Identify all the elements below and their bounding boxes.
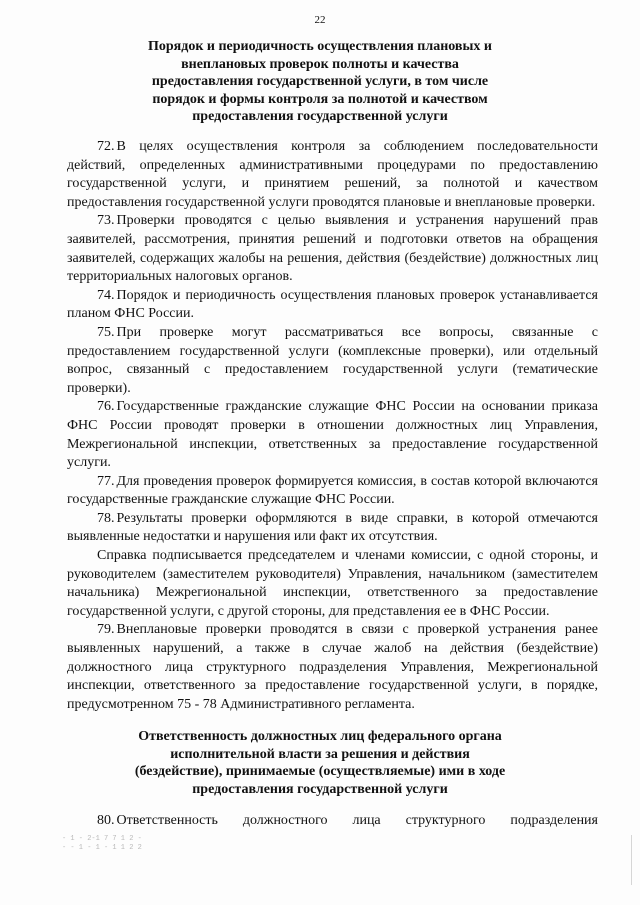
section-title-line: предоставления государственной услуги [192, 109, 448, 124]
paragraph-text: Справка подписывается председателем и членами комиссии, с одной стороны, и руководителем (заместителем руководителя) Управления, начальником (заместителем начальника) Межрегиональной инспекции, ответственного за предоставление государственной услуги, с другой стороны, для представления ее в ФНС России. [67, 548, 598, 619]
paragraph-number: 74. [97, 287, 115, 303]
paragraph-number: 75. [97, 324, 115, 340]
paragraph-72 [67, 138, 598, 212]
paragraph-number: 72. [97, 139, 115, 154]
paragraph-79 [67, 621, 598, 714]
paragraph-text: Государственные гражданские служащие ФНС России на основании приказа ФНС России проводят проверки в отношении должностных лиц Управления, Межрегиональной инспекции, ответственных за предоставление государственной услуги. [67, 399, 598, 471]
section-title-line: внеплановых проверок полноты и качества [181, 56, 459, 72]
paragraph-text: Результаты проверки оформляются в виде справки, в которой отмечаются выявленные недостатки и нарушения или факт их отсутствия. [67, 510, 598, 545]
section-title-line: Порядок и периодичность осуществления плановых и [148, 39, 492, 54]
paragraph-text: Порядок и периодичность осуществления плановых проверок устанавливается планом ФНС России. [67, 287, 598, 322]
paragraph-number: 79. [97, 622, 115, 638]
paragraph-text: При проверке могут рассматриваться все вопросы, связанные с предоставлением государственной услуги (комплексные проверки), или отдельный вопрос, связанный с предоставлением государственной услуги (тематические проверки). [67, 324, 598, 396]
paragraph-text: Проверки проводятся с целью выявления и устранения нарушений прав заявителей, рассмотрения, принятия решений и подготовки ответов на обращения заявителей, содержащих жалобы на решения, действия (бездействие) должностных лиц территориальных налоговых органов. [67, 213, 598, 285]
section-title-line: предоставления государственной услуги, в том числе [151, 74, 489, 89]
paragraph-74 [67, 287, 598, 324]
section-title-line: Ответственность должностных лиц федерального органа [138, 729, 502, 744]
page-number: 22 [314, 14, 326, 26]
section-title-responsibility [90, 728, 550, 798]
paragraph-number: 78. [97, 510, 115, 526]
paragraph-text: Внеплановые проверки проводятся в связи с проверкой устранения ранее выявленных нарушений, а также в случае жалоб на действия (бездействие) должностного лица структурного подразделения Управления, Межрегиональной инспекции, ответственного за предоставление государственной услуги, в порядке, предусмотренном 75 - 78 Административного регламента. [67, 622, 598, 712]
section-title-line: порядок и формы контроля за полнотой и качеством [152, 91, 488, 107]
paragraph-76 [67, 398, 598, 472]
registration-stamp [62, 835, 142, 853]
section-title-line: исполнительной власти за решения и действия [170, 746, 470, 762]
paragraph-75 [67, 324, 598, 398]
paragraph-text: Ответственность должностного лица структурного подразделения [116, 813, 598, 828]
scan-edge-mark [631, 835, 632, 885]
paragraph-number: 73. [97, 213, 115, 229]
paragraph-number: 80. [97, 813, 115, 828]
paragraph-number: 76. [97, 399, 115, 415]
paragraph-number: 77. [97, 473, 115, 489]
paragraph-77 [67, 473, 598, 510]
paragraph-73 [67, 212, 598, 286]
stamp-line: - 1 - 2-1 7 7 1 2 - [62, 835, 142, 843]
stamp-line: - - 1 - 1 - 1 1 2 2 [62, 844, 142, 852]
section-body-responsibility [67, 812, 598, 831]
paragraph-text: В целях осуществления контроля за соблюдением последовательности действий, определенных административными процедурами по предоставлению государственной услуги, и принятием решений, за полнотой и качеством предоставления государственной услуги проводятся плановые и внеплановые проверки. [67, 139, 598, 210]
paragraph-78 [67, 510, 598, 547]
paragraph-78-continued [67, 547, 598, 621]
paragraph-80 [67, 812, 598, 831]
section-title-inspections [90, 38, 550, 126]
section-title-line: (бездействие), принимаемые (осуществляемые) ими в ходе [134, 764, 506, 779]
section-body-inspections [67, 138, 598, 714]
paragraph-text: Для проведения проверок формируется комиссия, в состав которой включаются государственные гражданские служащие ФНС России. [67, 473, 598, 508]
section-title-line: предоставления государственной услуги [192, 781, 448, 797]
